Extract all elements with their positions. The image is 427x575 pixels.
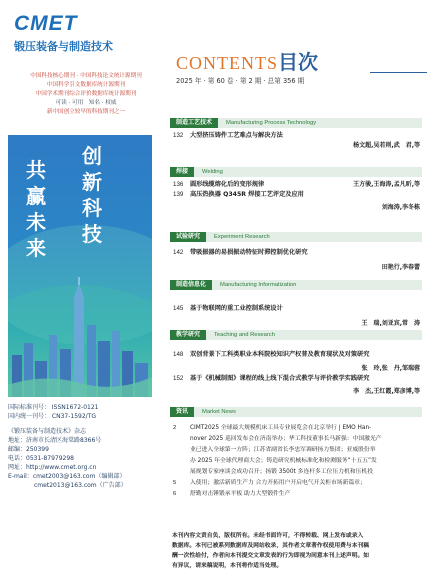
article-title: 带吸振器的易损振动特征时滞控制优化研究	[190, 249, 308, 256]
article-entry[interactable]	[170, 131, 422, 141]
section-title-en: Teaching and Research	[206, 330, 422, 340]
issue-info: 2025 年 · 第 60 卷 · 第 2 期 · 总第 356 期	[176, 77, 305, 85]
section-title-en: Manufacturing Informatization	[212, 280, 422, 290]
article-title: 双创背景下工科类职业本科院校知识产权普及教育现状及对策研究	[190, 351, 370, 358]
news-text: 舒勤对击锤锻承平板 助力大型锻件生产	[190, 491, 291, 497]
notice-line: 本刊内容文责自负，版权所有。未经书面许可，不得转载、网上发布或录入	[172, 533, 364, 539]
index-line: 中国学术期刊综合评价数据库统计源期刊	[35, 91, 137, 97]
news-line	[170, 467, 422, 478]
contents-heading	[176, 46, 318, 75]
article-authors: 刘海涛,李冬栋	[381, 204, 420, 211]
news-line	[170, 423, 422, 434]
section-title-cn: 资讯	[170, 407, 194, 417]
news-text: nover 2025 巡回发布会在济南举办；华工科技董事长马新强：中国激光产	[190, 436, 382, 442]
slogan-left: 共 赢 未 来	[26, 158, 46, 260]
page-number: 6	[173, 491, 177, 497]
page-number	[170, 467, 190, 478]
section-header	[170, 280, 422, 290]
cn-text: 国内统一刊号： CN37-1592/TG	[8, 413, 96, 420]
issn-text: 国际标准刊号： ISSN1672-0121	[8, 404, 99, 411]
page-number: 152	[173, 375, 184, 382]
logo-cmet: CMET	[14, 12, 78, 35]
city-skyline-icon	[8, 277, 152, 397]
contents-title-en: CONTENTS	[176, 53, 278, 73]
phone-text: 电话：0531-87979298	[8, 455, 74, 462]
slogan-right: 创 新 科 技	[82, 144, 102, 246]
article-title: 基于《机械制图》课程的线上线下混合式教学与评价教学实践研究	[190, 375, 370, 382]
email-line	[8, 472, 158, 481]
website-link[interactable]: 网址：http://www.cmet.org.cn	[8, 464, 97, 471]
section-title-en: Manufacturing Process Technology	[218, 118, 422, 128]
page-number: 142	[173, 249, 184, 256]
article-entry[interactable]	[170, 374, 422, 384]
postcode-text: 邮编：250399	[8, 446, 49, 453]
logo-chinese-name: 锻压装备与制造技术	[14, 40, 113, 53]
page-number: 148	[173, 351, 184, 358]
section-title-en: Welding	[194, 167, 422, 177]
index-list	[20, 72, 152, 117]
copyright-notice	[172, 531, 422, 571]
article-authors: 张 玲,张 丹,邹瑞蓉	[361, 365, 420, 372]
page-number: 145	[173, 305, 184, 312]
news-text: CIMT2025 全球最大规模机床工具专业展览会在北京举行 | EMO Han-	[190, 425, 372, 431]
journal-info	[8, 403, 158, 490]
email-label: E-mail：	[8, 473, 33, 480]
section-title-cn: 试验研究	[170, 232, 206, 242]
section-title-cn: 焊接	[170, 167, 194, 177]
section-header	[170, 330, 422, 340]
news-line	[170, 456, 422, 467]
section-title-cn: 制造信息化	[170, 280, 212, 290]
section-header	[170, 167, 422, 177]
address-text: 地址：济南市长清区海棠路8366号	[8, 437, 102, 444]
index-line: 可读 · 可用 知名 · 权威	[55, 100, 117, 106]
article-authors: 王方骏,王海涛,孟凡昕,等	[353, 181, 420, 188]
notice-line: 酬一次性给付，作者向本刊提交文章发表的行为即视为同意本刊上述声明。如	[172, 553, 370, 559]
journal-logo	[14, 12, 154, 54]
index-line: 中国科学引文数据库统计源期刊	[46, 82, 126, 88]
heading-divider	[370, 72, 427, 73]
page-number: 136	[173, 181, 184, 188]
contents-column	[170, 0, 427, 575]
page-number	[170, 456, 190, 467]
article-title: 圆形线缆熔化后的变形规律	[190, 181, 265, 188]
section-teaching-research	[170, 330, 422, 397]
section-header	[170, 407, 422, 417]
article-entry[interactable]	[170, 350, 422, 360]
index-line: 中国科技核心期刊 · 中国科技论文统计源期刊	[30, 73, 142, 79]
section-header	[170, 232, 422, 242]
section-title-en: Market News	[194, 407, 422, 417]
article-title: 高压热换器 Q345R 焊接工艺评定及应用	[190, 191, 304, 198]
notice-line: 有异议，请来稿说明，本刊将作适当处理。	[172, 563, 283, 569]
article-title: 大型挤压铸件工艺难点与解决方法	[190, 132, 283, 139]
editor-text: 《锻压装备与制造技术》杂志	[8, 428, 87, 435]
news-line	[170, 434, 422, 445]
page-number: 5	[173, 480, 177, 486]
page-number	[170, 445, 190, 456]
article-authors: 王 瑞,刘亚宾,常 涛	[361, 320, 420, 327]
page-number: 2	[173, 425, 177, 431]
email-link[interactable]: cmet2013@163.com（广告部）	[34, 482, 127, 489]
news-line	[170, 489, 422, 500]
page-number: 139	[173, 191, 184, 198]
email-link[interactable]: cmet2003@163.com（编辑部）	[32, 473, 126, 480]
section-market-news	[170, 407, 422, 500]
index-line: 新中国创立较早的科技期刊之一	[46, 109, 126, 115]
article-authors: 李 杰,王红霞,郑彦博,等	[353, 388, 420, 395]
news-text: 办 2025 年全球代理商大会；铸造研究机械标准化和检测服务“十五五”发	[190, 458, 377, 464]
article-title: 基于物联网的重工业控制系统设计	[190, 305, 283, 312]
news-text: 展规划专家座谈会成功召开；扬锻 3500t 多连杆多工位压力机和压机投	[190, 469, 374, 475]
section-title-cn: 教学研究	[170, 330, 206, 340]
page-number	[170, 434, 190, 445]
news-line	[170, 478, 422, 489]
article-entry[interactable]	[170, 190, 422, 200]
section-manufacturing-process	[170, 118, 422, 151]
news-text: 入使用；激活新质生产力 合力开拓用户开启电气开关柜市场新篇章；	[190, 480, 366, 486]
section-welding	[170, 167, 422, 213]
contents-title-cn: 目次	[278, 50, 318, 74]
section-experiment-research	[170, 232, 422, 273]
article-authors: 杨文超,吴若则,武 君,等	[353, 142, 420, 149]
notice-line: 数据库。本刊已被系列数据库及网站收录，其作者文章著作权使用费与本刊稿	[172, 543, 370, 549]
news-line	[170, 445, 422, 456]
cover-poster	[8, 135, 152, 397]
news-text: 业已进入全球第一方阵；江苏省副省长李忠军调研扬力集团；亚威股份举	[190, 447, 376, 453]
page-number: 132	[173, 132, 184, 139]
article-authors: 田艳行,李春蕾	[381, 264, 420, 271]
article-entry[interactable]	[170, 248, 422, 258]
section-title-en: Experiment Research	[206, 232, 422, 242]
section-manufacturing-informatization	[170, 280, 422, 329]
article-entry[interactable]	[170, 304, 422, 314]
left-column	[0, 0, 160, 575]
section-header	[170, 118, 422, 128]
section-title-cn: 制造工艺技术	[170, 118, 218, 128]
